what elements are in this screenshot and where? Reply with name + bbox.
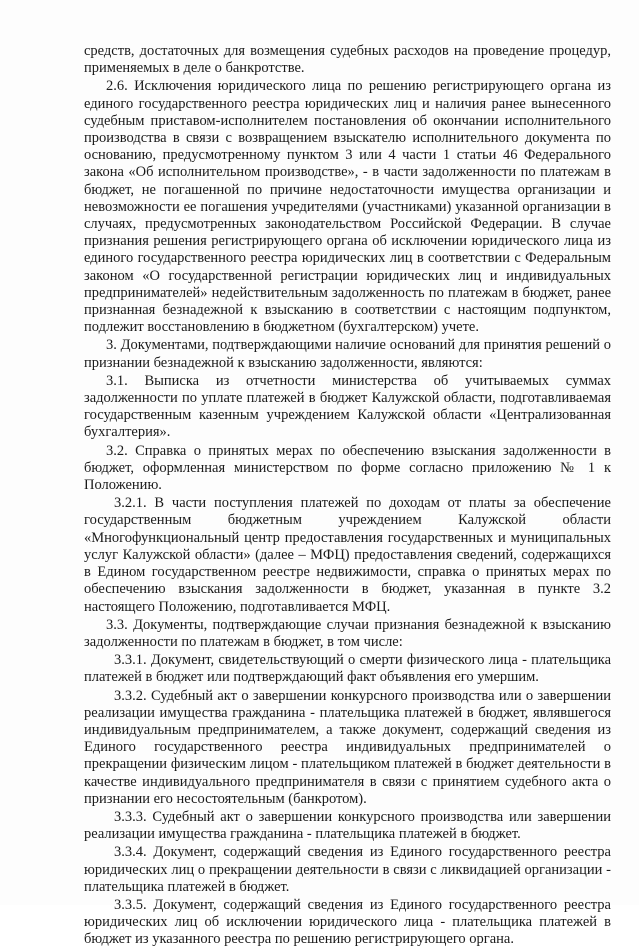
paragraph-3-3-4: 3.3.4. Документ, содержащий сведения из Единого государственного реестра юридических лиц о прекращении деятельности в связи с ликвидацией организации - плательщика платежей в бюджет. (84, 844, 611, 895)
paragraph-3-3-3: 3.3.3. Судебный акт о завершении конкурсного производства или завершении реализации имущества гражданина - плательщика платежей в бюджет. (84, 808, 611, 843)
paragraph-2-6: 2.6. Исключения юридического лица по решению регистрирующего органа из единого государственного реестра юридических лиц и наличия ранее вынесенного судебным приставом-исполнителем постановления об окончании исполнительного производства в связи с возвращением взыскателю исполнительного документа по основанию, предусмотренному пунктом 3 или 4 части 1 статьи 46 Федерального закона «Об исполнительном производстве», - в части задолженности по платежам в бюджет, не погашенной по причине недостаточности имущества организации и невозможности ее погашения учредителями (участниками) указанной организации в случаях, предусмотренных законодательством Российской Федерации. В случае признания решения регистрирующего органа об исключении юридического лица из единого государственного реестра юридических лиц в соответствии с Федеральным законом «О государственной регистрации юридических лиц и индивидуальных предпринимателей» недействительным задолженность по платежам в бюджет, ранее признанная безнадежной к взысканию в соответствии с настоящим подпунктом, подлежит восстановлению в бюджетном (бухгалтерском) учете. (84, 78, 611, 336)
paragraph-3-2-1: 3.2.1. В части поступления платежей по доходам от платы за обеспечение государственным бюджетным учреждением Калужской области «Многофункциональный центр предоставления государственных и муниципальных услуг Калужской области» (далее – МФЦ) предоставления сведений, содержащихся в Едином государственном реестре недвижимости, справка о принятых мерах по обеспечению взыскания задолженности в бюджет, указанная в пункте 3.2 настоящего Положению, подготавливается МФЦ. (84, 495, 611, 615)
paragraph-3-3-1: 3.3.1. Документ, свидетельствующий о смерти физического лица - плательщика платежей в бюджет или подтверждающий факт объявления его умершим. (84, 652, 611, 686)
paragraph-3-2: 3.2. Справка о принятых мерах по обеспечению взыскания задолженности в бюджет, оформленная министерством по форме согласно приложению № 1 к Положению. (84, 442, 611, 494)
paragraph-3-3-2: 3.3.2. Судебный акт о завершении конкурсного производства или о завершении реализации имущества гражданина - плательщика платежей в бюджет, являвшегося индивидуальным предпринимателем, а также документ, содержащий сведения из Единого государственного реестра индивидуальных предпринимателей о прекращении физическим лицом - плательщиком платежей в бюджет деятельности в качестве индивидуального предпринимателя в связи с принятием судебного акта о признании его несостоятельным (банкротом). (84, 687, 611, 807)
paragraph-3-1: 3.1. Выписка из отчетности министерства об учитываемых суммах задолженности по уплате платежей в бюджет Калужской области, подготавливаемая государственным казенным учреждением Калужской области «Централизованная бухгалтерия». (84, 372, 611, 441)
paragraph-3: 3. Документами, подтверждающими наличие оснований для принятия решений о признании безнадежной к взысканию задолженности, являются: (84, 337, 611, 371)
paragraph-3-3-5: 3.3.5. Документ, содержащий сведения из Единого государственного реестра юридических лиц об исключении юридического лица - плательщика платежей в бюджет из указанного реестра по решению регистрирующего органа. (84, 896, 611, 948)
paragraph-3-3: 3.3. Документы, подтверждающие случаи признания безнадежной к взысканию задолженности по платежам в бюджет, в том числе: (84, 616, 611, 650)
paragraph-continuation: средств, достаточных для возмещения судебных расходов на проведение процедур, применяемых в деле о банкротстве. (84, 43, 611, 77)
